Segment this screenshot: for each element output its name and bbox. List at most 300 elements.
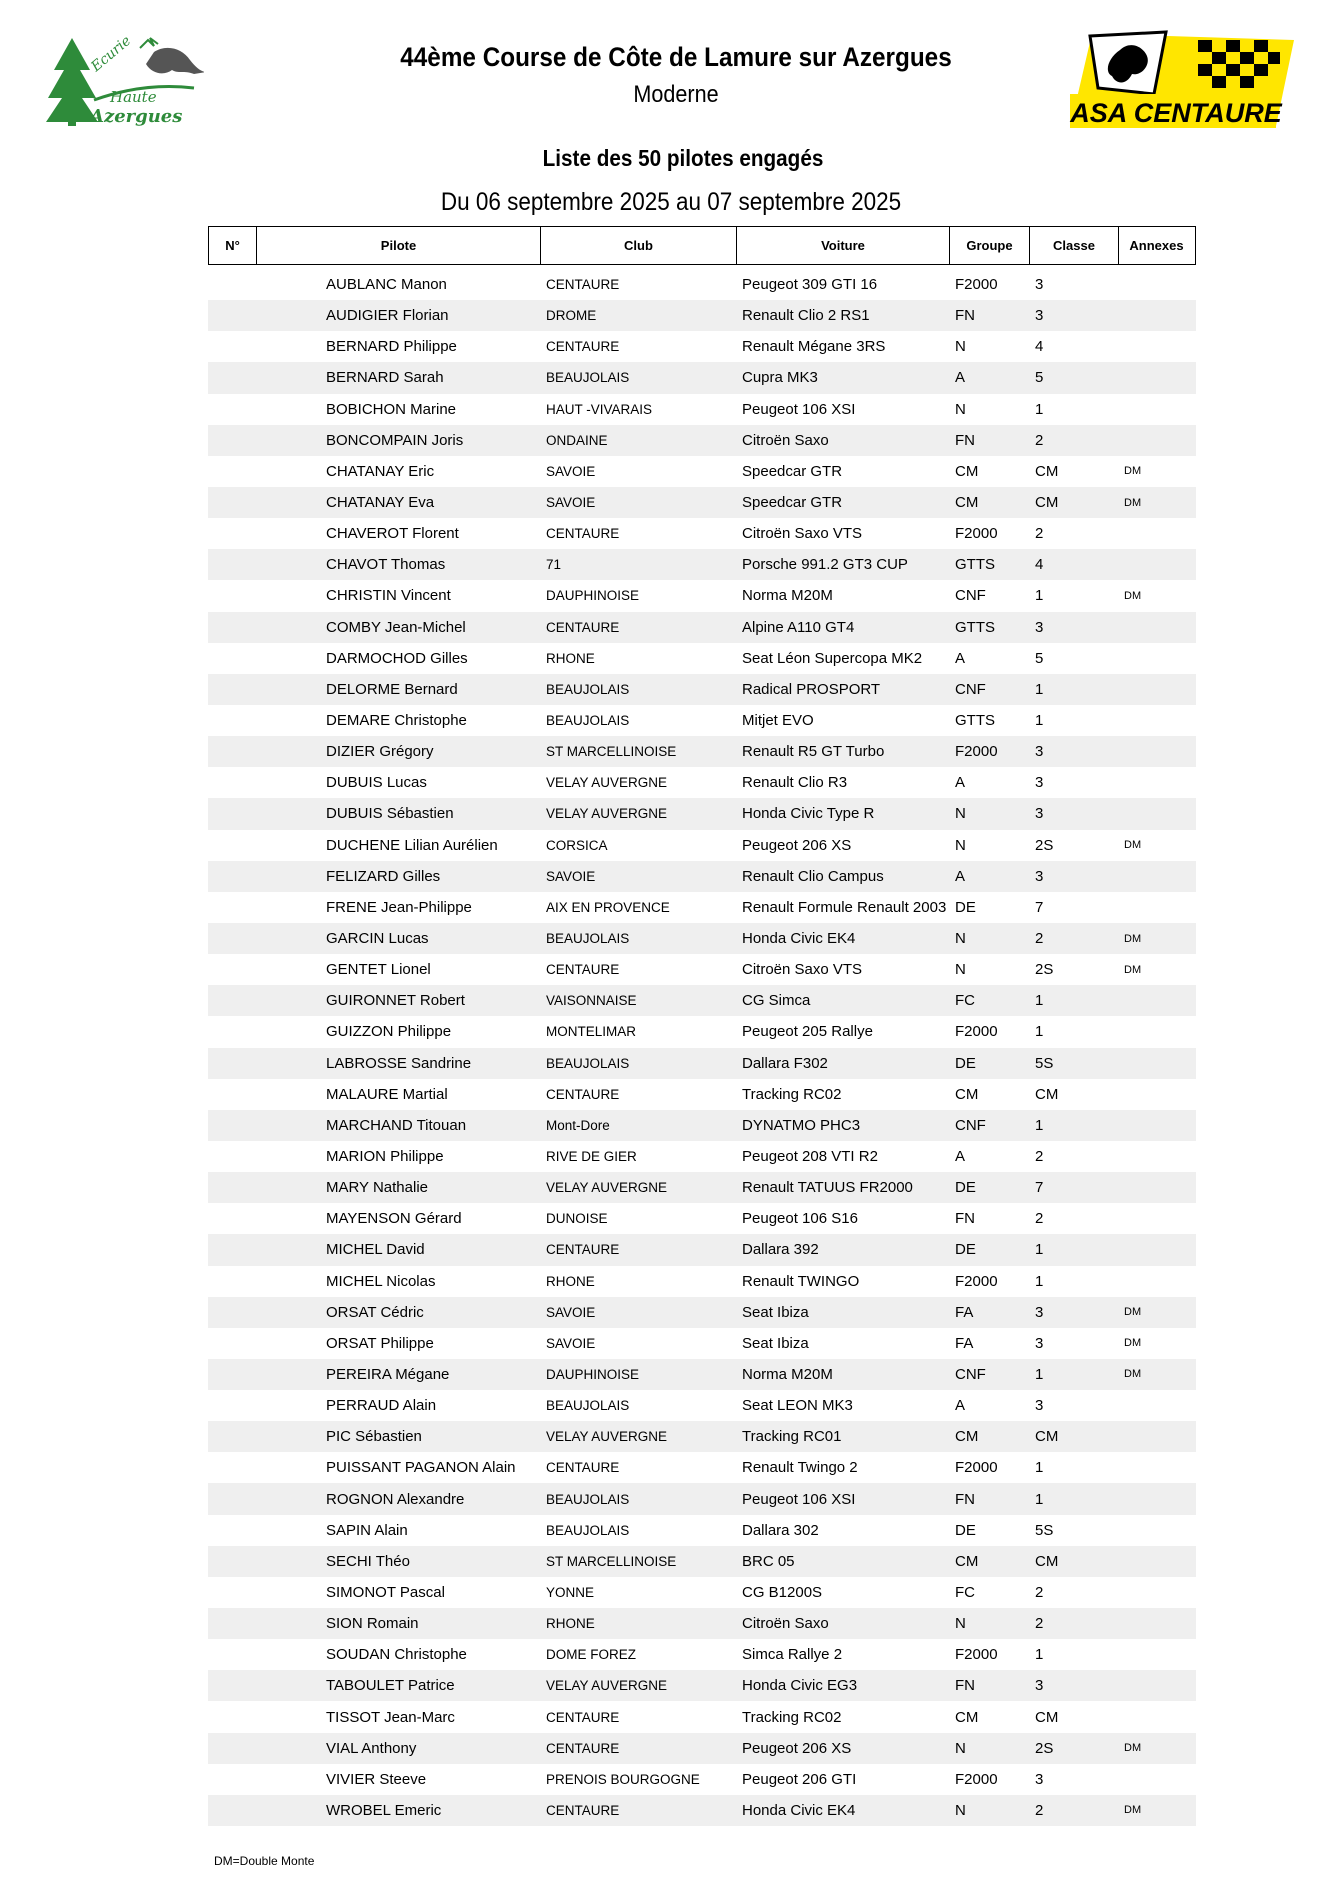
groupe-cell: DE: [955, 898, 976, 916]
pilote-cell: MARION Philippe: [326, 1148, 444, 1165]
table-row: [208, 736, 1196, 767]
classe-cell: 4: [1035, 556, 1044, 574]
groupe-cell: F2000: [955, 743, 998, 761]
pilote-cell: AUDIGIER Florian: [326, 307, 449, 325]
voiture-cell: Citroën Saxo: [742, 431, 829, 449]
club-cell: CENTAURE: [546, 1086, 620, 1102]
voiture-cell: Speedcar GTR: [742, 494, 843, 512]
pilote-cell: FRENE Jean-Philippe: [326, 898, 472, 916]
voiture-cell: Renault TATUUS FR2000: [742, 1179, 913, 1197]
groupe-cell: A: [955, 1397, 966, 1415]
voiture-cell: Renault Formule Renault 2003: [742, 898, 947, 916]
table-row: [208, 1141, 1196, 1172]
table-row: [208, 1701, 1196, 1732]
table-row: [208, 518, 1196, 549]
classe-cell: 5: [1035, 369, 1044, 387]
classe-cell: 2S: [1035, 961, 1054, 979]
voiture-cell: Tracking RC02: [742, 1708, 842, 1726]
voiture-cell: Renault Clio Campus: [742, 867, 884, 885]
voiture-cell: Citroën Saxo: [742, 1615, 829, 1633]
annexes-cell: DM: [1124, 496, 1142, 509]
club-cell: DUNOISE: [546, 1211, 608, 1227]
pilote-cell: ROGNON Alexandre: [326, 1490, 465, 1508]
footnote: DM=Double Monte: [214, 1854, 315, 1868]
classe-cell: CM: [1035, 1085, 1059, 1103]
annexes-cell: DM: [1124, 1742, 1142, 1755]
club-cell: CORSICA: [546, 837, 608, 853]
svg-text:Azergues: Azergues: [90, 106, 183, 127]
voiture-cell: Peugeot 106 S16: [742, 1210, 858, 1228]
club-cell: RHONE: [546, 650, 595, 666]
pilote-cell: MAYENSON Gérard: [326, 1210, 462, 1228]
groupe-cell: DE: [955, 1179, 976, 1197]
voiture-cell: Citroën Saxo VTS: [742, 961, 863, 979]
pilote-cell: MICHEL Nicolas: [326, 1272, 436, 1290]
club-cell: BEAUJOLAIS: [546, 1398, 630, 1414]
club-cell: CENTAURE: [546, 1802, 620, 1818]
classe-cell: 1: [1035, 1241, 1044, 1259]
club-cell: ONDAINE: [546, 432, 608, 448]
pilote-cell: ORSAT Cédric: [326, 1303, 424, 1321]
groupe-cell: F2000: [955, 1459, 998, 1477]
pilote-cell: DUBUIS Lucas: [326, 774, 427, 792]
list-title: Liste des 50 pilotes engagés: [542, 145, 824, 171]
groupe-cell: N: [955, 1801, 966, 1819]
voiture-cell: Peugeot 106 XSI: [742, 400, 856, 418]
classe-cell: 3: [1035, 276, 1044, 294]
groupe-cell: CM: [955, 462, 979, 480]
table-row: [208, 1328, 1196, 1359]
voiture-cell: Renault TWINGO: [742, 1272, 860, 1290]
table-row: [208, 1733, 1196, 1764]
svg-text:ASA CENTAURE: ASA CENTAURE: [1070, 98, 1282, 128]
classe-cell: 3: [1035, 1397, 1044, 1415]
groupe-cell: A: [955, 867, 966, 885]
table-row: [208, 1764, 1196, 1795]
voiture-cell: Renault R5 GT Turbo: [742, 743, 885, 761]
pilote-cell: DIZIER Grégory: [326, 743, 434, 761]
table-row: [208, 705, 1196, 736]
voiture-cell: Renault Clio 2 RS1: [742, 307, 870, 325]
groupe-cell: CM: [955, 1085, 979, 1103]
club-cell: AIX EN PROVENCE: [546, 899, 670, 915]
voiture-cell: CG B1200S: [742, 1583, 823, 1601]
groupe-cell: GTTS: [955, 712, 995, 730]
groupe-cell: N: [955, 1615, 966, 1633]
club-cell: BEAUJOLAIS: [546, 681, 630, 697]
entries-table: [208, 226, 1196, 1826]
table-row: [208, 1016, 1196, 1047]
classe-cell: 1: [1035, 992, 1044, 1010]
club-cell: DROME: [546, 308, 597, 324]
voiture-cell: Peugeot 206 GTI: [742, 1770, 857, 1788]
classe-cell: 5S: [1035, 1521, 1054, 1539]
pilote-cell: VIAL Anthony: [326, 1739, 417, 1757]
table-row: [208, 643, 1196, 674]
pilote-cell: PEREIRA Mégane: [326, 1365, 450, 1383]
voiture-cell: Peugeot 206 XS: [742, 836, 852, 854]
page-title: 44ème Course de Côte de Lamure sur Azergues: [400, 42, 952, 72]
pilote-cell: BERNARD Sarah: [326, 369, 444, 387]
pilote-cell: MICHEL David: [326, 1241, 425, 1259]
club-cell: RIVE DE GIER: [546, 1149, 637, 1164]
club-cell: SAVOIE: [546, 463, 596, 479]
table-row: [208, 1297, 1196, 1328]
voiture-cell: Simca Rallye 2: [742, 1646, 843, 1664]
pilote-cell: PUISSANT PAGANON Alain: [326, 1459, 516, 1477]
table-row: [208, 1639, 1196, 1670]
groupe-cell: FN: [955, 307, 975, 325]
classe-cell: 2: [1035, 1148, 1044, 1165]
table-row: [208, 612, 1196, 643]
voiture-cell: Speedcar GTR: [742, 462, 843, 480]
classe-cell: 2: [1035, 1210, 1044, 1228]
table-row: [208, 549, 1196, 580]
voiture-cell: Peugeot 205 Rallye: [742, 1023, 873, 1041]
club-cell: SAVOIE: [546, 1304, 596, 1320]
classe-cell: 2S: [1035, 1739, 1054, 1757]
classe-cell: 7: [1035, 898, 1044, 916]
voiture-cell: Renault Mégane 3RS: [742, 338, 886, 356]
groupe-cell: CM: [955, 494, 979, 512]
pilote-cell: ORSAT Philippe: [326, 1334, 434, 1352]
groupe-cell: N: [955, 400, 966, 418]
club-cell: VELAY AUVERGNE: [546, 1180, 668, 1196]
groupe-cell: N: [955, 930, 966, 948]
pilote-cell: GUIZZON Philippe: [326, 1023, 452, 1041]
groupe-cell: FA: [955, 1303, 974, 1321]
svg-text:Haute: Haute: [110, 88, 157, 106]
classe-cell: 1: [1035, 1272, 1044, 1290]
classe-cell: CM: [1035, 1428, 1059, 1446]
classe-cell: 3: [1035, 743, 1044, 761]
pilote-cell: BERNARD Philippe: [326, 338, 457, 356]
club-cell: CENTAURE: [546, 962, 620, 978]
table-row: [208, 1546, 1196, 1577]
voiture-cell: Honda Civic EK4: [742, 930, 856, 948]
classe-cell: 1: [1035, 1646, 1044, 1664]
groupe-cell: CNF: [955, 587, 986, 605]
table-row: [208, 362, 1196, 393]
table-row: [208, 830, 1196, 861]
table-row: [208, 1048, 1196, 1079]
groupe-cell: GTTS: [955, 618, 995, 636]
groupe-cell: CNF: [955, 680, 986, 698]
groupe-cell: F2000: [955, 1770, 998, 1788]
pilote-cell: MALAURE Martial: [326, 1085, 448, 1103]
table-row: [208, 1390, 1196, 1421]
table-row: [208, 1577, 1196, 1608]
voiture-cell: Peugeot 106 XSI: [742, 1490, 856, 1508]
classe-cell: 3: [1035, 774, 1044, 792]
pilote-cell: BONCOMPAIN Joris: [326, 431, 464, 449]
pilote-cell: DEMARE Christophe: [326, 712, 467, 730]
table-row: [208, 331, 1196, 362]
table-row: [208, 1172, 1196, 1203]
table-row: [208, 1359, 1196, 1390]
classe-cell: 5S: [1035, 1054, 1054, 1072]
annexes-cell: DM: [1124, 839, 1142, 852]
classe-cell: 1: [1035, 1490, 1044, 1508]
groupe-cell: F2000: [955, 1646, 998, 1664]
table-row: [208, 1515, 1196, 1546]
club-cell: BEAUJOLAIS: [546, 931, 630, 947]
voiture-cell: BRC 05: [742, 1552, 795, 1570]
groupe-cell: GTTS: [955, 556, 995, 574]
pilote-cell: TABOULET Patrice: [326, 1677, 455, 1695]
table-row: [208, 1483, 1196, 1514]
table-body: [208, 269, 1196, 1826]
pilote-cell: VIVIER Steeve: [326, 1770, 427, 1788]
club-cell: VAISONNAISE: [546, 993, 637, 1009]
classe-cell: 1: [1035, 1365, 1044, 1383]
table-row: [208, 1452, 1196, 1483]
groupe-cell: N: [955, 805, 966, 823]
voiture-cell: Alpine A110 GT4: [742, 618, 855, 636]
voiture-cell: Mitjet EVO: [742, 712, 814, 730]
groupe-cell: DE: [955, 1054, 976, 1072]
pilote-cell: CHAVOT Thomas: [326, 556, 446, 574]
groupe-cell: FA: [955, 1334, 974, 1352]
pilote-cell: SAPIN Alain: [326, 1521, 408, 1539]
classe-cell: 1: [1035, 1459, 1044, 1477]
voiture-cell: Honda Civic EG3: [742, 1677, 858, 1695]
groupe-cell: CNF: [955, 1116, 986, 1134]
table-row: [208, 892, 1196, 923]
classe-cell: 1: [1035, 712, 1044, 730]
table-row: [208, 1203, 1196, 1234]
voiture-cell: Seat LEON MK3: [742, 1397, 853, 1415]
club-cell: HAUT -VIVARAIS: [546, 401, 653, 417]
pilote-cell: FELIZARD Gilles: [326, 867, 441, 885]
club-cell: CENTAURE: [546, 1242, 620, 1258]
voiture-cell: DYNATMO PHC3: [742, 1116, 861, 1134]
groupe-cell: FN: [955, 1677, 975, 1695]
club-cell: BEAUJOLAIS: [546, 1055, 630, 1071]
classe-cell: 1: [1035, 1023, 1044, 1041]
classe-cell: CM: [1035, 462, 1059, 480]
classe-cell: 3: [1035, 1303, 1044, 1321]
pilote-cell: GARCIN Lucas: [326, 930, 429, 948]
voiture-cell: Norma M20M: [742, 587, 833, 605]
pilote-cell: DUCHENE Lilian Aurélien: [326, 836, 498, 854]
voiture-cell: Peugeot 309 GTI 16: [742, 276, 878, 294]
club-cell: CENTAURE: [546, 339, 620, 355]
voiture-cell: Seat Ibiza: [742, 1303, 809, 1321]
voiture-cell: Peugeot 206 XS: [742, 1739, 852, 1757]
classe-cell: CM: [1035, 1708, 1059, 1726]
club-cell: SAVOIE: [546, 1335, 596, 1351]
club-cell: VELAY AUVERGNE: [546, 1429, 668, 1445]
pilote-cell: AUBLANC Manon: [326, 276, 447, 294]
pilote-cell: BOBICHON Marine: [326, 400, 457, 418]
club-cell: CENTAURE: [546, 1740, 620, 1756]
club-cell: VELAY AUVERGNE: [546, 775, 668, 791]
club-cell: PRENOIS BOURGOGNE: [546, 1771, 700, 1787]
table-row: [208, 1608, 1196, 1639]
annexes-cell: DM: [1124, 465, 1142, 478]
classe-cell: 2: [1035, 431, 1044, 449]
pilote-cell: SION Romain: [326, 1615, 419, 1633]
annexes-cell: DM: [1124, 1804, 1142, 1817]
pilote-cell: SECHI Théo: [326, 1552, 410, 1570]
voiture-cell: Dallara F302: [742, 1054, 828, 1072]
classe-cell: 1: [1035, 400, 1044, 418]
header-number: N°: [209, 227, 257, 264]
pilote-cell: COMBY Jean-Michel: [326, 618, 466, 636]
classe-cell: 4: [1035, 338, 1044, 356]
club-cell: VELAY AUVERGNE: [546, 1678, 668, 1694]
classe-cell: 2: [1035, 1615, 1044, 1633]
annexes-cell: DM: [1124, 963, 1142, 976]
groupe-cell: DE: [955, 1521, 976, 1539]
club-cell: ST MARCELLINOISE: [546, 1553, 677, 1569]
pilote-cell: MARY Nathalie: [326, 1179, 428, 1197]
groupe-cell: FN: [955, 1210, 975, 1228]
table-row: [208, 1234, 1196, 1265]
voiture-cell: Renault Clio R3: [742, 774, 848, 792]
header-club: Club: [541, 227, 737, 264]
table-row: [208, 767, 1196, 798]
classe-cell: 2: [1035, 1801, 1044, 1819]
classe-cell: 3: [1035, 1770, 1044, 1788]
club-cell: DAUPHINOISE: [546, 588, 640, 604]
classe-cell: 3: [1035, 307, 1044, 325]
svg-text:Ecurie: Ecurie: [88, 32, 135, 76]
pilote-cell: SIMONOT Pascal: [326, 1583, 445, 1601]
header-annexes: Annexes: [1129, 238, 1184, 253]
club-cell: DAUPHINOISE: [546, 1366, 640, 1382]
table-row: [208, 674, 1196, 705]
voiture-cell: Porsche 991.2 GT3 CUP: [742, 556, 908, 574]
groupe-cell: A: [955, 369, 966, 387]
classe-cell: 3: [1035, 867, 1044, 885]
groupe-cell: N: [955, 338, 966, 356]
annexes-cell: DM: [1124, 1337, 1142, 1350]
classe-cell: 3: [1035, 805, 1044, 823]
classe-cell: 2: [1035, 525, 1044, 543]
groupe-cell: A: [955, 774, 966, 792]
table-row: [208, 394, 1196, 425]
pilote-cell: GUIRONNET Robert: [326, 992, 465, 1010]
pilote-cell: PIC Sébastien: [326, 1428, 422, 1446]
table-row: [208, 1110, 1196, 1141]
club-cell: CENTAURE: [546, 1460, 620, 1476]
pilote-cell: SOUDAN Christophe: [326, 1646, 467, 1664]
groupe-cell: N: [955, 836, 966, 854]
classe-cell: 2: [1035, 1583, 1044, 1601]
table-row: [208, 1266, 1196, 1297]
club-cell: RHONE: [546, 1616, 595, 1632]
club-cell: CENTAURE: [546, 277, 620, 293]
voiture-cell: Cupra MK3: [742, 369, 818, 387]
table-row: [208, 985, 1196, 1016]
club-cell: BEAUJOLAIS: [546, 370, 630, 386]
table-row: [208, 861, 1196, 892]
groupe-cell: F2000: [955, 1023, 998, 1041]
club-cell: 71: [546, 557, 562, 573]
classe-cell: 2S: [1035, 836, 1054, 854]
groupe-cell: N: [955, 1739, 966, 1757]
voiture-cell: Seat Ibiza: [742, 1334, 809, 1352]
voiture-cell: Seat Léon Supercopa MK2: [742, 649, 923, 667]
voiture-cell: Norma M20M: [742, 1365, 833, 1383]
club-cell: CENTAURE: [546, 619, 620, 635]
club-cell: Mont-Dore: [546, 1117, 610, 1133]
table-row: [208, 1795, 1196, 1826]
table-row: [208, 1421, 1196, 1452]
header-voiture: Voiture: [737, 227, 950, 264]
classe-cell: CM: [1035, 1552, 1059, 1570]
pilote-cell: CHATANAY Eva: [326, 494, 435, 512]
classe-cell: 1: [1035, 587, 1044, 605]
classe-cell: 3: [1035, 1677, 1044, 1695]
club-cell: MONTELIMAR: [546, 1024, 637, 1040]
pilote-cell: DELORME Bernard: [326, 680, 458, 698]
table-row: [208, 269, 1196, 300]
classe-cell: 1: [1035, 680, 1044, 698]
groupe-cell: CM: [955, 1552, 979, 1570]
groupe-cell: DE: [955, 1241, 976, 1259]
table-row: [208, 798, 1196, 829]
pilote-cell: GENTET Lionel: [326, 961, 431, 979]
pilote-cell: PERRAUD Alain: [326, 1397, 437, 1415]
club-cell: SAVOIE: [546, 495, 596, 511]
club-cell: CENTAURE: [546, 1709, 620, 1725]
pilote-cell: DARMOCHOD Gilles: [326, 649, 468, 667]
groupe-cell: N: [955, 961, 966, 979]
annexes-cell: DM: [1124, 589, 1142, 602]
pilote-cell: WROBEL Emeric: [326, 1801, 442, 1819]
groupe-cell: CM: [955, 1708, 979, 1726]
pilote-cell: CHATANAY Eric: [326, 462, 435, 480]
table-row: [208, 300, 1196, 331]
groupe-cell: A: [955, 1148, 966, 1165]
classe-cell: CM: [1035, 494, 1059, 512]
table-row: [208, 1670, 1196, 1701]
voiture-cell: Radical PROSPORT: [742, 680, 881, 698]
club-cell: VELAY AUVERGNE: [546, 806, 668, 822]
header-pilote: Pilote: [257, 227, 541, 264]
annexes-cell: DM: [1124, 1368, 1142, 1381]
voiture-cell: Tracking RC02: [742, 1085, 842, 1103]
page-subtitle: Moderne: [633, 81, 719, 108]
club-cell: CENTAURE: [546, 526, 620, 542]
club-cell: SAVOIE: [546, 868, 596, 884]
voiture-cell: Peugeot 208 VTI R2: [742, 1148, 878, 1165]
groupe-cell: F2000: [955, 276, 998, 294]
voiture-cell: Dallara 302: [742, 1521, 819, 1539]
pilote-cell: DUBUIS Sébastien: [326, 805, 454, 823]
voiture-cell: Renault Twingo 2: [742, 1459, 858, 1477]
club-cell: DOME FOREZ: [546, 1647, 636, 1663]
club-cell: ST MARCELLINOISE: [546, 744, 677, 760]
pilote-cell: CHAVEROT Florent: [326, 525, 459, 543]
classe-cell: 1: [1035, 1116, 1044, 1134]
groupe-cell: F2000: [955, 525, 998, 543]
table-row: [208, 923, 1196, 954]
table-header: [208, 226, 1196, 265]
club-cell: YONNE: [546, 1584, 595, 1600]
groupe-cell: FC: [955, 1583, 975, 1601]
club-cell: BEAUJOLAIS: [546, 1491, 630, 1507]
pilote-cell: TISSOT Jean-Marc: [326, 1708, 455, 1726]
groupe-cell: F2000: [955, 1272, 998, 1290]
club-cell: RHONE: [546, 1273, 595, 1289]
table-row: [208, 487, 1196, 518]
voiture-cell: Dallara 392: [742, 1241, 819, 1259]
voiture-cell: Honda Civic Type R: [742, 805, 875, 823]
